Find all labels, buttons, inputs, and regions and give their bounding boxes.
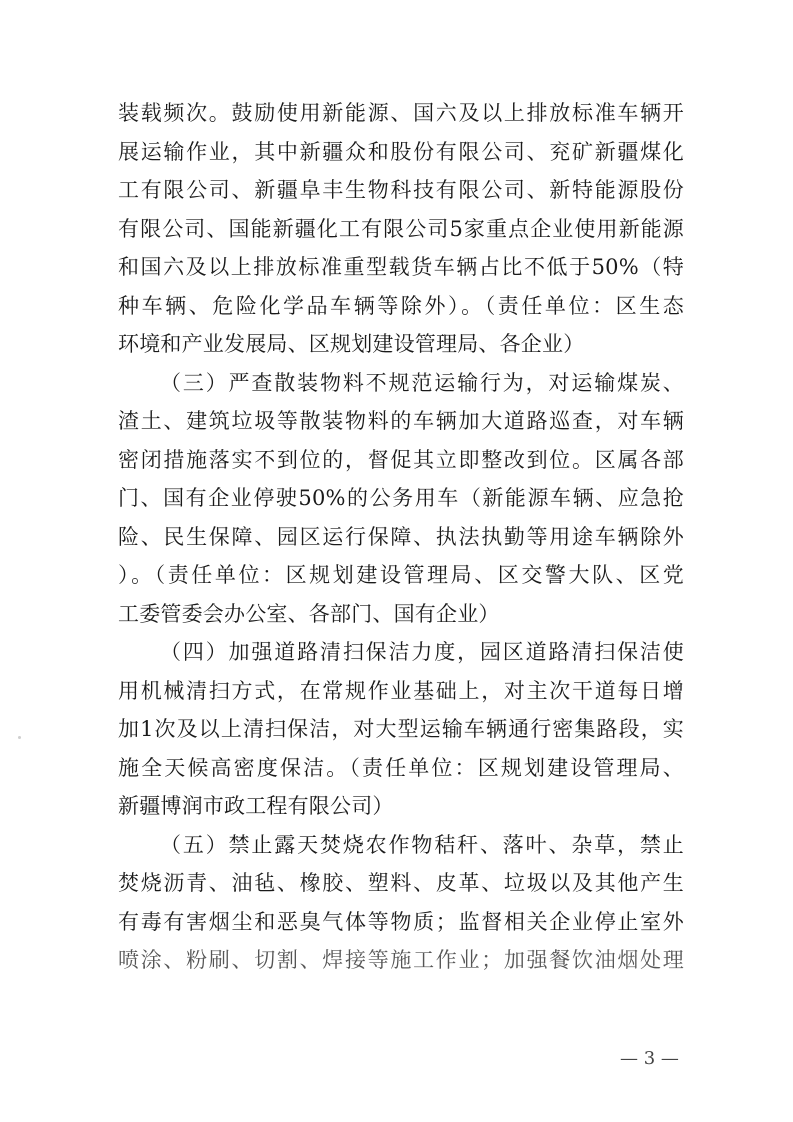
paragraph-start-line: （四）加强道路清扫保洁力度，园区道路清扫保洁使 xyxy=(160,640,684,664)
text-line: 展运输作业，其中新疆众和股份有限公司、兖矿新疆煤化 xyxy=(118,139,684,164)
text-line: 施全天候高密度保洁。（责任单位：区规划建设管理局、 xyxy=(118,755,684,780)
text-line: 工有限公司、新疆阜丰生物科技有限公司、新特能源股份 xyxy=(118,178,684,202)
paragraph-start-line: （三）严查散装物料不规范运输行为，对运输煤炭、 xyxy=(160,370,684,395)
text-line: 喷涂、粉刷、切割、焊接等施工作业；加强餐饮油烟处理 xyxy=(118,948,684,972)
body-text xyxy=(118,94,684,980)
text-line: 新疆博润市政工程有限公司） xyxy=(118,794,394,818)
text-line: 用机械清扫方式，在常规作业基础上，对主次干道每日增 xyxy=(118,678,684,703)
text-line: 种车辆、危险化学品车辆等除外）。（责任单位：区生态 xyxy=(118,293,684,318)
text-line: 和国六及以上排放标准重型载货车辆占比不低于50%（特 xyxy=(118,255,684,279)
text-line: 加1次及以上清扫保洁，对大型运输车辆通行密集路段，实 xyxy=(118,717,684,741)
text-line: 工委管委会办公室、各部门、国有企业） xyxy=(118,601,500,626)
text-line: 有限公司、国能新疆化工有限公司5家重点企业使用新能源 xyxy=(118,216,684,241)
page-number: — 3 — xyxy=(620,1048,679,1069)
text-line: 焚烧沥青、油毡、橡胶、塑料、皮革、垃圾以及其他产生 xyxy=(118,871,684,895)
text-line: 密闭措施落实不到位的，督促其立即整改到位。区属各部 xyxy=(118,447,684,472)
text-line: 装载频次。鼓励使用新能源、国六及以上排放标准车辆开 xyxy=(118,101,684,125)
text-line: 环境和产业发展局、区规划建设管理局、各企业） xyxy=(118,332,585,356)
text-line: 有毒有害烟尘和恶臭气体等物质；监督相关企业停止室外 xyxy=(118,909,684,934)
scan-speck xyxy=(18,736,21,739)
text-line: ）。（责任单位：区规划建设管理局、区交警大队、区党 xyxy=(118,563,684,587)
text-line: 渣土、建筑垃圾等散装物料的车辆加大道路巡查，对车辆 xyxy=(118,409,684,433)
paragraph-start-line: （五）禁止露天焚烧农作物秸秆、落叶、杂草，禁止 xyxy=(160,832,684,857)
text-line: 门、国有企业停驶50%的公务用车（新能源车辆、应急抢 xyxy=(118,486,684,510)
text-line: 险、民生保障、园区运行保障、执法执勤等用途车辆除外 xyxy=(118,524,684,549)
